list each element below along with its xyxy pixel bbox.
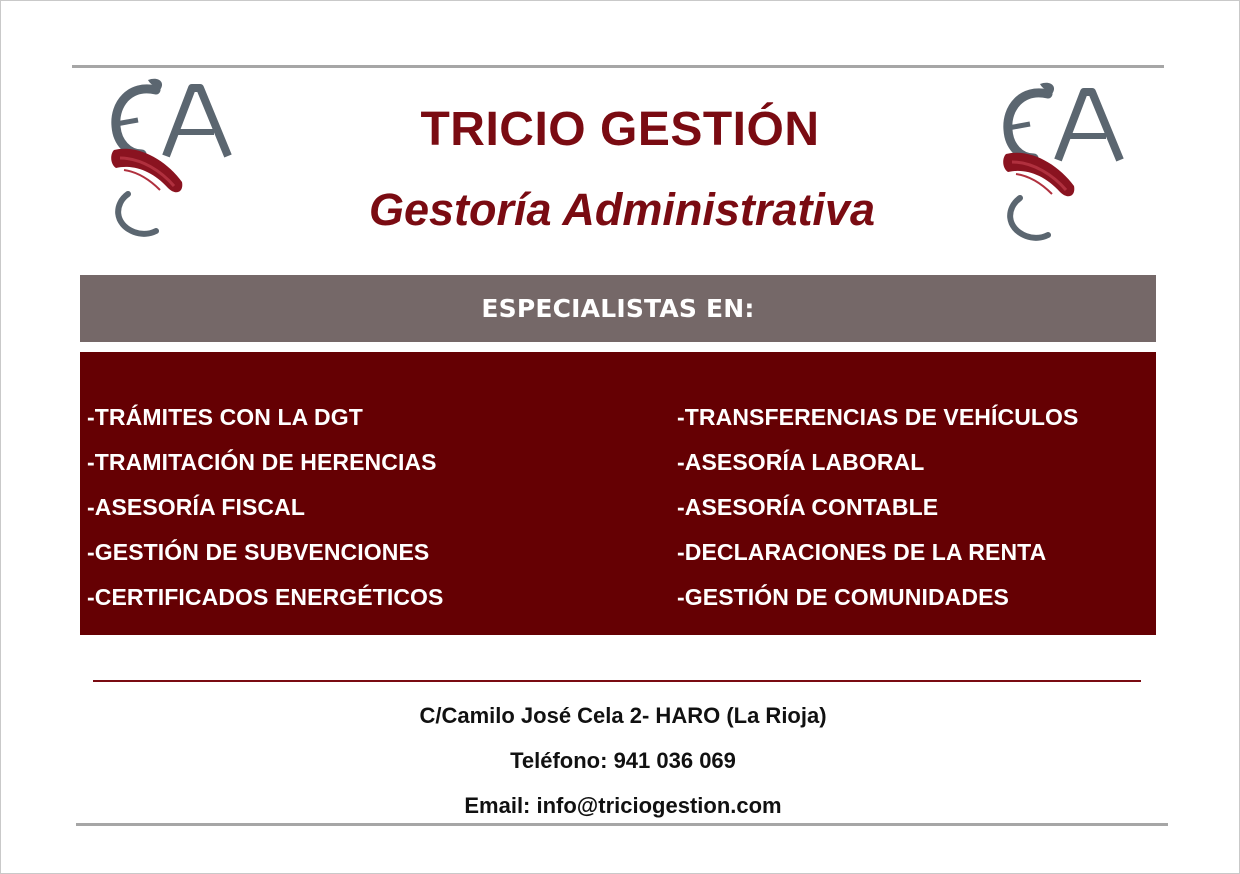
specialists-banner: [80, 275, 1156, 342]
specialists-label: ESPECIALISTAS EN:: [481, 294, 755, 323]
contact-phone: Teléfono: 941 036 069: [510, 748, 736, 773]
service-item: -TRAMITACIÓN DE HERENCIAS: [87, 449, 437, 475]
service-item: -ASESORÍA FISCAL: [87, 494, 305, 520]
contact-email: Email: info@triciogestion.com: [464, 793, 782, 818]
top-rule: [72, 65, 1164, 68]
service-item: -GESTIÓN DE COMUNIDADES: [677, 584, 1009, 610]
services-panel: [80, 352, 1156, 635]
contact-address: C/Camilo José Cela 2- HARO (La Rioja): [419, 703, 827, 728]
service-item: -CERTIFICADOS ENERGÉTICOS: [87, 584, 444, 610]
service-item: -TRÁMITES CON LA DGT: [87, 404, 363, 430]
service-item: -GESTIÓN DE SUBVENCIONES: [87, 539, 430, 565]
company-subtitle: Gestoría Administrativa: [369, 184, 875, 235]
bottom-rule: [76, 823, 1168, 826]
service-item: -DECLARACIONES DE LA RENTA: [677, 539, 1047, 565]
company-title: TRICIO GESTIÓN: [420, 103, 820, 156]
service-item: -ASESORÍA CONTABLE: [677, 494, 939, 520]
service-item: -ASESORÍA LABORAL: [677, 449, 925, 475]
service-item: -TRANSFERENCIAS DE VEHÍCULOS: [677, 404, 1079, 430]
contact-divider: [93, 680, 1141, 682]
